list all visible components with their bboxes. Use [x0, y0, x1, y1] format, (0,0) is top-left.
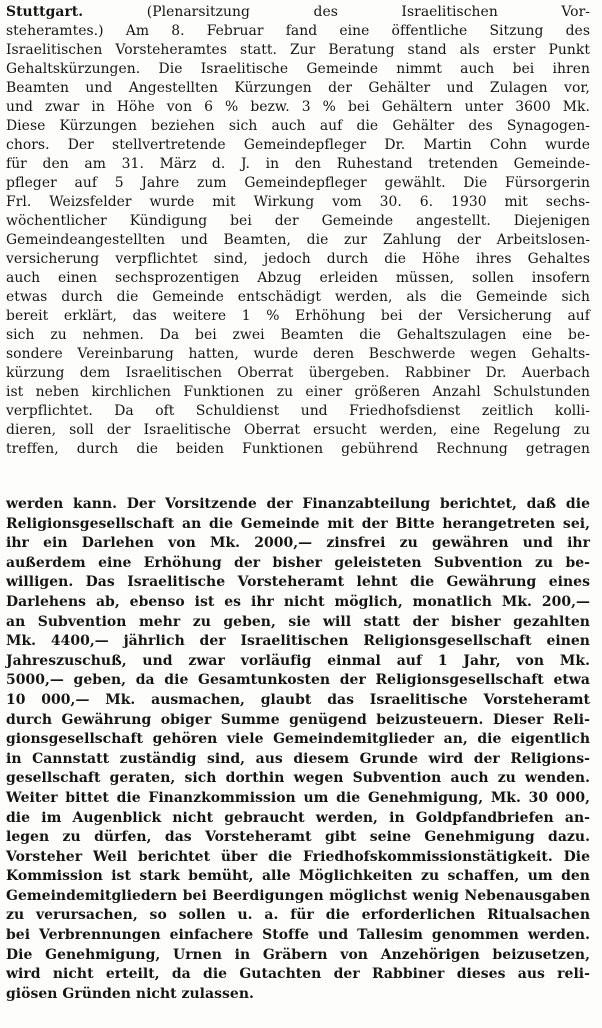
- text-line: und zwar in Höhe von 6 % bezw. 3 % bei Gehältern unter 3600 Mk.: [6, 99, 590, 115]
- text-line: verpflichtet. Da oft Schuldienst und Friedhofsdienst zeitlich kolli-: [6, 403, 590, 419]
- text-line: außerdem eine Erhöhung der bisher geleisteten Subvention zu be-: [6, 554, 590, 571]
- text-line: bereit erklärt, das weitere 1 % Erhöhung bei der Versicherung auf: [6, 308, 590, 324]
- text-line: für den am 31. März d. J. in den Ruhestand tretenden Gemeinde-: [6, 156, 590, 172]
- text-line: [6, 3, 590, 22]
- text-line: sich zu nehmen. Da bei zwei Beamten die Gehaltszulagen eine be-: [6, 327, 590, 343]
- text-line: Kommission ist stark bemüht, alle Möglichkeiten zu schaffen, um den: [6, 868, 590, 885]
- text-line: legen zu dürfen, das Vorsteheramt gibt seine Genehmigung dazu.: [6, 829, 590, 846]
- text-line: bei Verbrennungen einfachere Stoffe und Tallesim genommen werden.: [6, 927, 590, 944]
- text-line: Gemeindemitgliedern bei Beerdigungen möglichst wenig Nebenausgaben: [6, 887, 590, 904]
- text-line: Mk. 4400,— jährlich der Israelitischen Religionsgesellschaft einen: [6, 633, 590, 650]
- text-line: Diese Kürzungen beziehen sich auch auf die Gehälter des Synagogen-: [6, 118, 590, 134]
- text-line: wöchentlicher Kündigung bei der Gemeinde angestellt. Diejenigen: [6, 213, 590, 229]
- text-line: Jahreszuschuß, und zwar vorläufig einmal auf 1 Jahr, von Mk.: [6, 652, 590, 669]
- text-line: treffen, durch die beiden Funktionen gebührend Rechnung getragen: [6, 441, 590, 457]
- text-line: 5000,— geben, da die Gesamtunkosten der Religionsgesellschaft etwa: [6, 672, 590, 689]
- text-line: ihr ein Darlehen von Mk. 2000,— zinsfrei zu gewähren und ihr: [6, 535, 590, 552]
- text-line: versicherung verpflichtet sind, jedoch durch die Höhe ihres Gehaltes: [6, 251, 590, 267]
- text-line: Gehaltskürzungen. Die Israelitische Gemeinde nimmt auch bei ihren: [6, 61, 590, 77]
- heading-line-text: (Plenarsitzung des Israelitischen Vor-: [146, 4, 590, 20]
- text-line: wird nicht erteilt, da die Gutachten der Rabbiner dieses aus reli-: [6, 966, 590, 983]
- text-line: durch Gewährung obiger Summe genügend beizusteuern. Dieser Reli-: [6, 711, 590, 728]
- text-line: die im Augenblick nicht gebraucht werden, in Goldpfandbriefen an-: [6, 809, 590, 826]
- text-line: Frl. Weizsfelder wurde mit Wirkung vom 30. 6. 1930 mit sechs-: [6, 194, 590, 210]
- text-line: kürzung dem Israelitischen Oberrat übergeben. Rabbiner Dr. Auerbach: [6, 365, 590, 381]
- article-paragraph-1: [6, 3, 590, 459]
- text-line: Gemeindeangestellten und Beamten, die zur Zahlung der Arbeitslosen-: [6, 232, 590, 248]
- text-line: dieren, soll der Israelitische Oberrat ersucht werden, eine Regelung zu: [6, 422, 590, 438]
- text-line: 10 000,— Mk. ausmachen, glaubt das Israelitische Vorsteheramt: [6, 691, 590, 708]
- article-heading: Stuttgart.: [6, 4, 84, 20]
- text-line: pfleger auf 5 Jahre zum Gemeindepfleger gewählt. Die Fürsorgerin: [6, 175, 590, 191]
- text-line: Religionsgesellschaft an die Gemeinde mit der Bitte herangetreten sei,: [6, 515, 590, 532]
- text-line: willigen. Das Israelitische Vorsteheramt lehnt die Gewährung eines: [6, 574, 590, 591]
- text-line: ist neben kirchlichen Funktionen zu einer größeren Anzahl Schulstunden: [6, 384, 590, 400]
- text-line: sondere Vereinbarung hatten, wurde deren Beschwerde wegen Gehalts-: [6, 346, 590, 362]
- text-line: werden kann. Der Vorsitzende der Finanzabteilung berichtet, daß die: [6, 496, 590, 512]
- text-line: zu verursachen, so sollen u. a. für die erforderlichen Ritualsachen: [6, 907, 590, 924]
- text-line: chors. Der stellvertretende Gemeindepfleger Dr. Martin Cohn wurde: [6, 137, 590, 153]
- text-line: Weiter bittet die Finanzkommission um die Genehmigung, Mk. 30 000,: [6, 789, 590, 806]
- article-paragraph-2: [6, 495, 590, 1004]
- text-line: giösen Gründen nicht zulassen.: [6, 985, 254, 1002]
- text-line: gionsgesellschaft gehören viele Gemeindemitglieder an, die eigentlich: [6, 731, 590, 748]
- text-line: gesellschaft geraten, sich dorthin wegen Subvention auch zu wenden.: [6, 770, 590, 787]
- text-line: Israelitischen Vorsteheramtes statt. Zur Beratung stand als erster Punkt: [6, 42, 590, 58]
- text-line: auch einen sechsprozentigen Abzug erleiden müssen, sollen insofern: [6, 270, 590, 286]
- text-line: steheramtes.) Am 8. Februar fand eine öffentliche Sitzung des: [6, 23, 590, 39]
- text-line: Vorsteher Weil berichtet über die Friedhofskommissionstätigkeit. Die: [6, 848, 590, 865]
- text-line: Die Genehmigung, Urnen in Gräbern von Anzehörigen beizusetzen,: [6, 946, 590, 963]
- text-line: in Cannstatt zuständig sind, aus diesem Grunde wird der Religions-: [6, 750, 590, 767]
- text-line: an Subvention mehr zu geben, sie will statt der bisher gezahlten: [6, 613, 590, 630]
- text-line: Beamten und Angestellten Kürzungen der Gehälter und Zulagen vor,: [6, 80, 590, 96]
- text-line: etwas durch die Gemeinde entschädigt werden, als die Gemeinde sich: [6, 289, 590, 305]
- text-line: Darlehens ab, ebenso ist es ihr nicht möglich, monatlich Mk. 200,—: [6, 593, 590, 610]
